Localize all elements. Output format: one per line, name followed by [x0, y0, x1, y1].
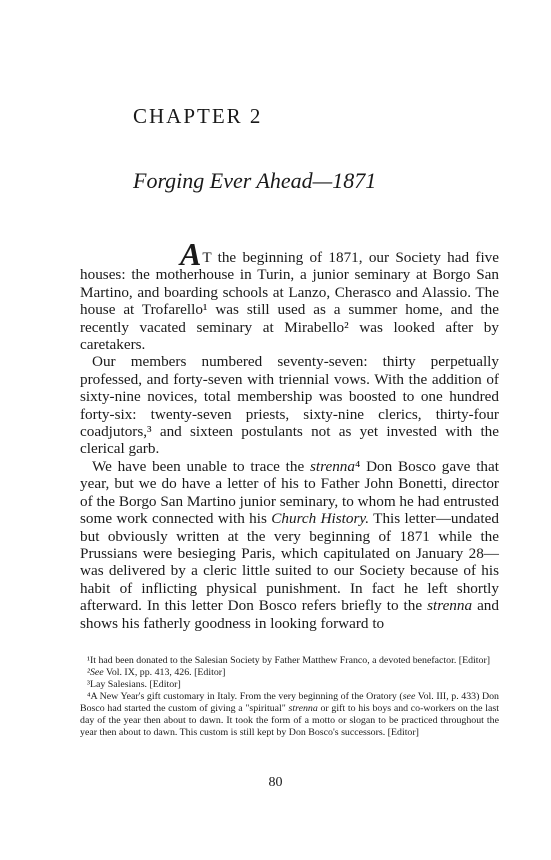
chapter-title: Forging Ever Ahead—1871 [133, 168, 377, 193]
page-number: 80 [268, 775, 283, 790]
footnote-2 [80, 667, 499, 679]
church-history-title: Church History. [271, 510, 370, 528]
footnote-1: ¹It had been donated to the Salesian Society by Father Matthew Franco, a devoted benefactor. [Editor] [87, 655, 491, 666]
paragraph-3-text-3: This letter—undated but obviously written at the very beginning of 1871 while the Prussians were besieging Paris, which capitulated on January 28—was delivered by a cleric little suited to our Society because of his habit of inflicting physical punishment. In fact he left shortly afterward. In this letter Don Bosco refers briefly to the [80, 510, 499, 615]
footnote-2-text: Vol. IX, pp. 413, 426. [Editor] [103, 667, 226, 678]
strenna-term-2: strenna [427, 597, 473, 615]
paragraph-1-text: T the beginning of 1871, our Society had five houses: the motherhouse in Turin, a junior seminary at Borgo San Martino, and boarding schools at Lanzo, Cherasco and Alassio. The house at Trofarello¹ was still used as a summer home, and the recently vacated seminary at Mirabello² was looked after by caretakers. [80, 249, 499, 354]
body-text [80, 236, 499, 632]
footnotes [80, 655, 499, 739]
footnote-4-text-b: Vol. III, p. 433) Don Bosco had started the custom of giving a "spiritual" [80, 691, 499, 714]
paragraph-3-text-1: We have been unable to trace the [92, 457, 310, 475]
footnote-4-see: see [402, 691, 416, 702]
paragraph-2: Our members numbered seventy-seven: thirty perpetually professed, and forty-seven with triennial vows. With the addition of sixty-nine novices, total membership was boosted to one hundred forty-six: twenty-seven priests, sixty-nine clerics, thirty-four coadjutors,³ and sixteen postulants not as yet invested with the clerical garb. [80, 353, 499, 458]
chapter-label: CHAPTER 2 [133, 104, 263, 128]
footnote-4-text-a: ⁴A New Year's gift customary in Italy. From the very beginning of the Oratory ( [87, 691, 403, 702]
paragraph-3-text-4: and shows his fatherly goodness in looking forward to [80, 597, 499, 632]
footnote-4-strenna: strenna [288, 703, 318, 714]
strenna-term: strenna [310, 457, 355, 475]
footnote-4-text-c: or gift to his boys and co-workers on the last day of the year then about to dawn. It took the form of a motto or slogan to be practiced throughout the year then about to dawn. This custom is still kept by Don Bosco's successors. [Editor] [80, 703, 499, 738]
paragraph-3-text-2: ⁴ Don Bosco gave that year, but we do have a letter of his to Father John Bonetti, director of the Borgo San Martino junior seminary, to whom he had entrusted some work connected with his [80, 457, 499, 528]
footnote-4 [80, 691, 499, 739]
footnote-2-see: ²See [87, 667, 104, 678]
footnote-3: ³Lay Salesians. [Editor] [87, 679, 181, 690]
paragraph-3 [80, 458, 499, 632]
paragraph-1 [80, 236, 499, 354]
drop-cap: A [180, 236, 202, 272]
